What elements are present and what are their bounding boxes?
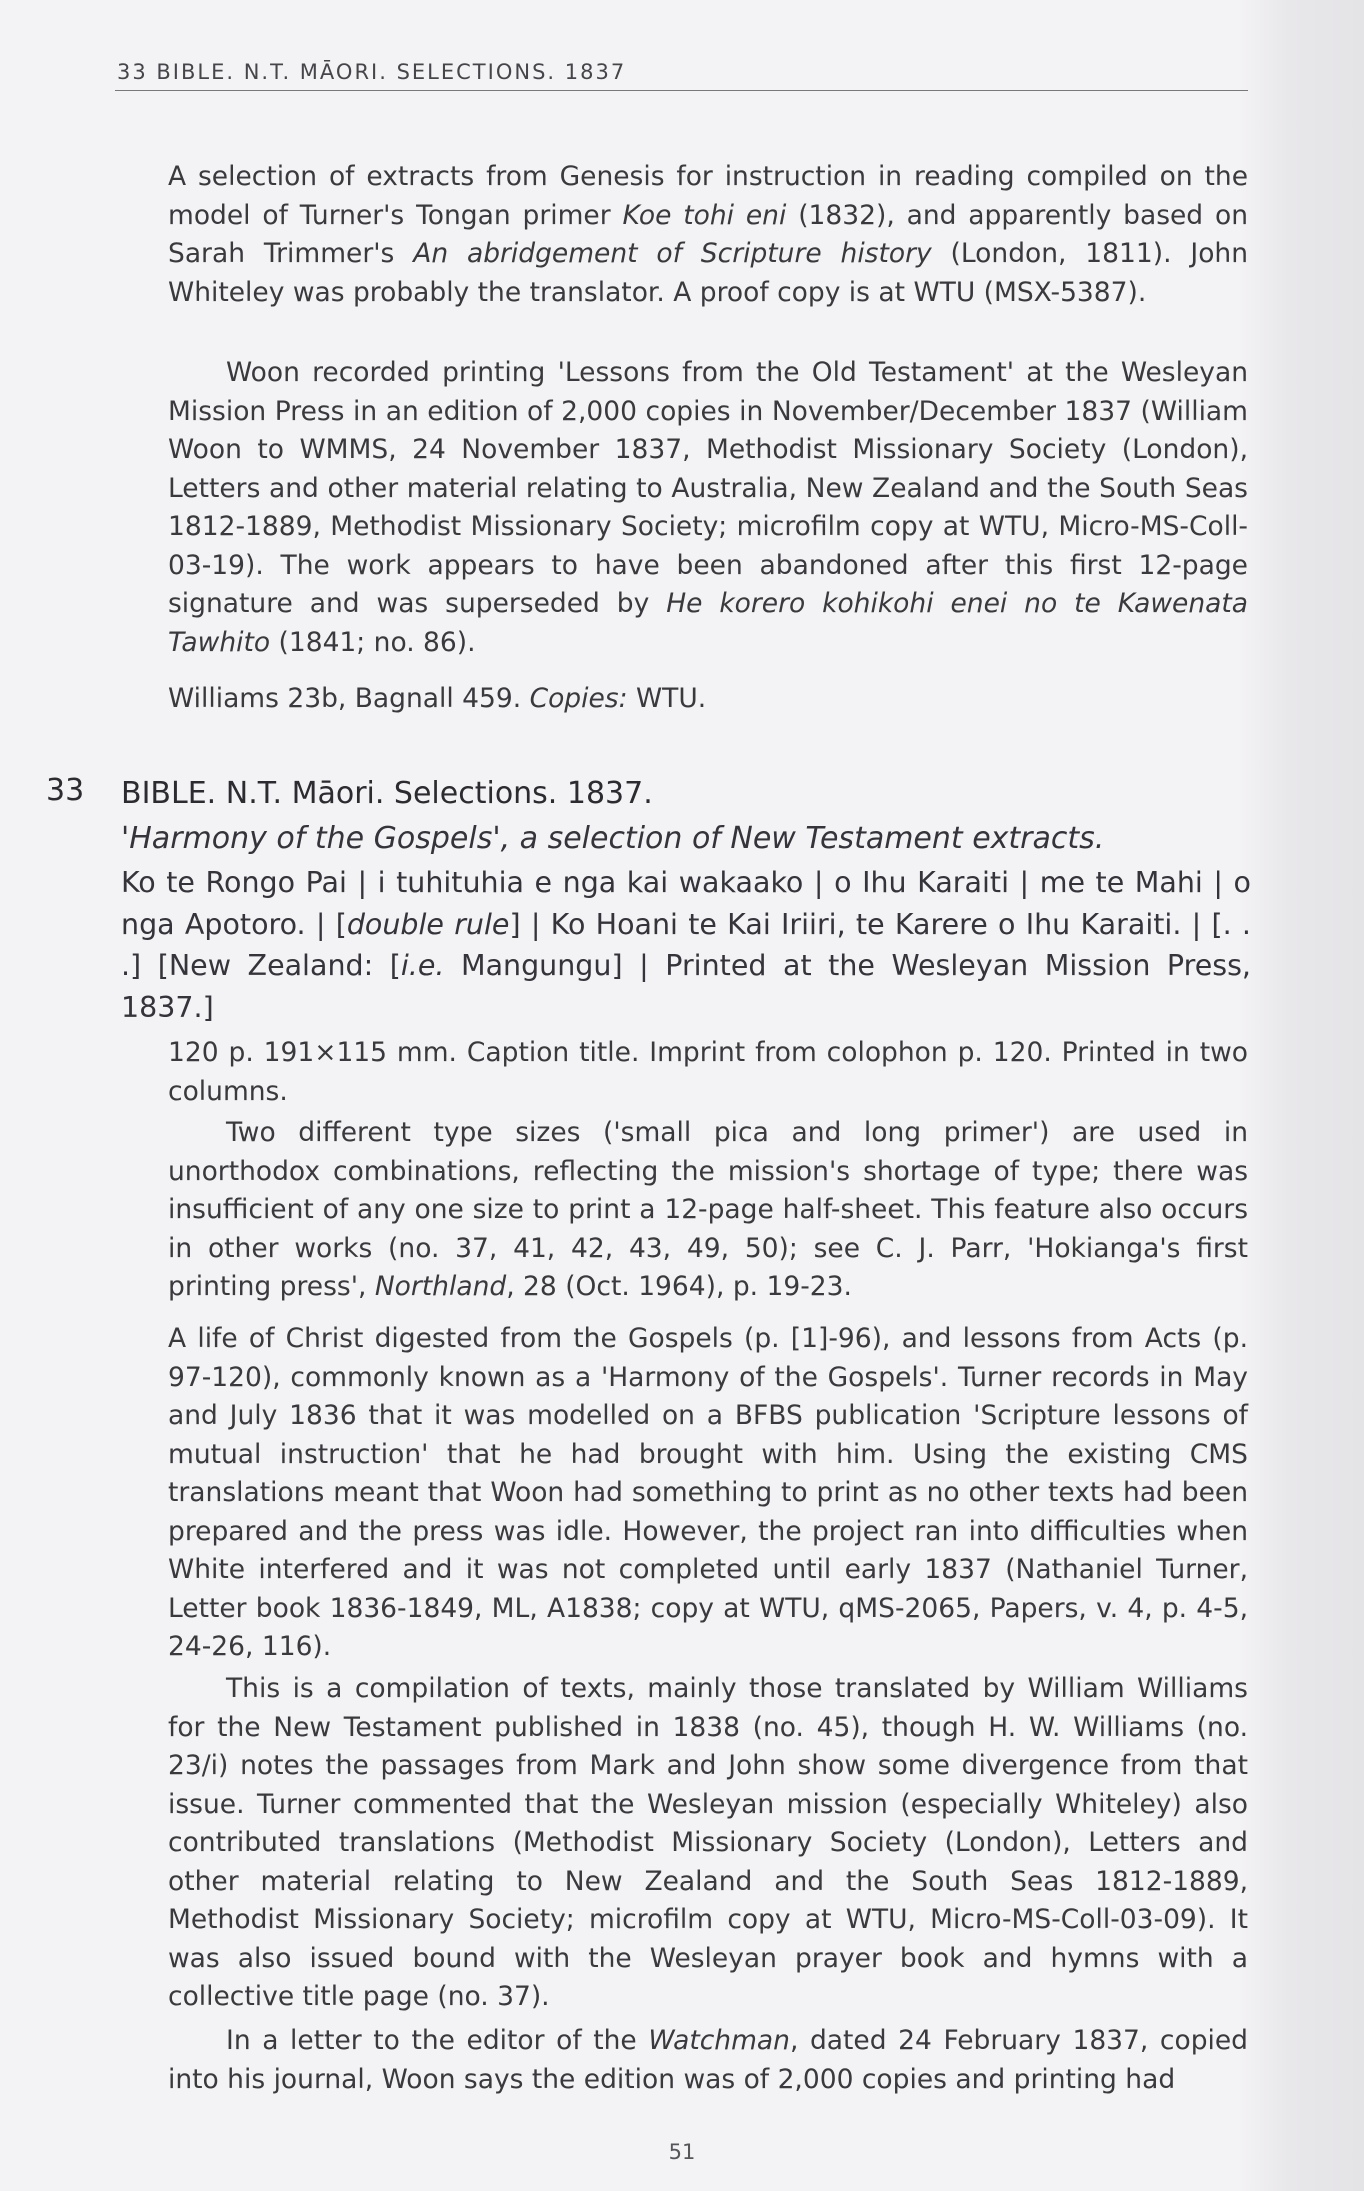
prev-entry-paragraph-1: A selection of extracts from Genesis for instruction in reading compiled on the model of Turner's Tongan primer Koe tohi eni (1832), and apparently based on Sarah Trimmer's An abridgement of Scripture history (London, 1811). John Whiteley was probably the translator. A proof copy is at WTU (MSX-5387). — [168, 161, 1248, 308]
entry-note-4: In a letter to the editor of the Watchman, dated 24 February 1837, copied into his journal, Woon says the edition was of 2,000 copies and printing had — [168, 2025, 1249, 2095]
entry-heading: BIBLE. N.T. Māori. Selections. 1837. — [121, 776, 653, 811]
entry-number: 33 — [46, 773, 85, 808]
entry-note-2: A life of Christ digested from the Gospels (p. [1]-96), and lessons from Acts (p. 97-120), commonly known as a 'Harmony of the Gospels'. Turner records in May and July 1836 that it was modelled on a BFBS publication 'Scripture lessons of mutual instruction' that he had brought with him. Using the existing CMS translations meant that Woon had something to print as no other texts had been prepared and the press was idle. However, the project ran into difficulties when White interfered and it was not completed until early 1837 (Nathaniel Turner, Letter book 1836-1849, ML, A1838; copy at WTU, qMS-2065, Papers, v. 4, p. 4-5, 24-26, 116). — [168, 1323, 1248, 1662]
entry-collation: 120 p. 191×115 mm. Caption title. Imprint from colophon p. 120. Printed in two columns. — [168, 1037, 1248, 1107]
page-number: 51 — [668, 2140, 696, 2164]
prev-entry-paragraph-2: Woon recorded printing 'Lessons from the Old Testament' at the Wesleyan Mission Press in an edition of 2,000 copies in November/December 1837 (William Woon to WMMS, 24 November 1837, Methodist Missionary Society (London), Letters and other material relating to Australia, New Zealand and the South Seas 1812-1889, Methodist Missionary Society; microfilm copy at WTU, Micro-MS-Coll-03-19). The work appears to have been abandoned after this first 12-page signature and was superseded by He korero kohikohi enei no te Kawenata Tawhito (1841; no. 86). — [168, 357, 1249, 658]
entry-transcribed-title: Ko te Rongo Pai | i tuhituhia e nga kai wakaako | o Ihu Karaiti | me te Mahi | o nga Apotoro. | [double rule] | Ko Hoani te Kai Iriiri, te Karere o Ihu Karaiti. | [. . .] [New Zealand: [i.e. Mangungu] | Printed at the Wesleyan Mission Press, 1837.] — [121, 866, 1251, 1024]
running-head: 33 BIBLE. N.T. MĀORI. SELECTIONS. 1837 — [117, 60, 627, 84]
entry-subheading: 'Harmony of the Gospels', a selection of New Testament extracts. — [121, 821, 1105, 856]
page-edge-shadow — [1240, 0, 1364, 2191]
header-rule — [115, 90, 1248, 91]
prev-entry-references: Williams 23b, Bagnall 459. Copies: WTU. — [168, 683, 707, 714]
entry-note-3: This is a compilation of texts, mainly those translated by William Williams for the New Testament published in 1838 (no. 45), though H. W. Williams (no. 23/i) notes the passages from Mark and John show some divergence from that issue. Turner commented that the Wesleyan mission (especially Whiteley) also contributed translations (Methodist Missionary Society (London), Letters and other material relating to New Zealand and the South Seas 1812-1889, Methodist Missionary Society; microfilm copy at WTU, Micro-MS-Coll-03-09). It was also issued bound with the Wesleyan prayer book and hymns with a collective title page (no. 37). — [168, 1673, 1248, 2012]
entry-note-1: Two different type sizes ('small pica and long primer') are used in unorthodox combinations, reflecting the mission's shortage of type; there was insufficient of any one size to print a 12-page half-sheet. This feature also occurs in other works (no. 37, 41, 42, 43, 49, 50); see C. J. Parr, 'Hokianga's first printing press', Northland, 28 (Oct. 1964), p. 19-23. — [168, 1117, 1248, 1302]
